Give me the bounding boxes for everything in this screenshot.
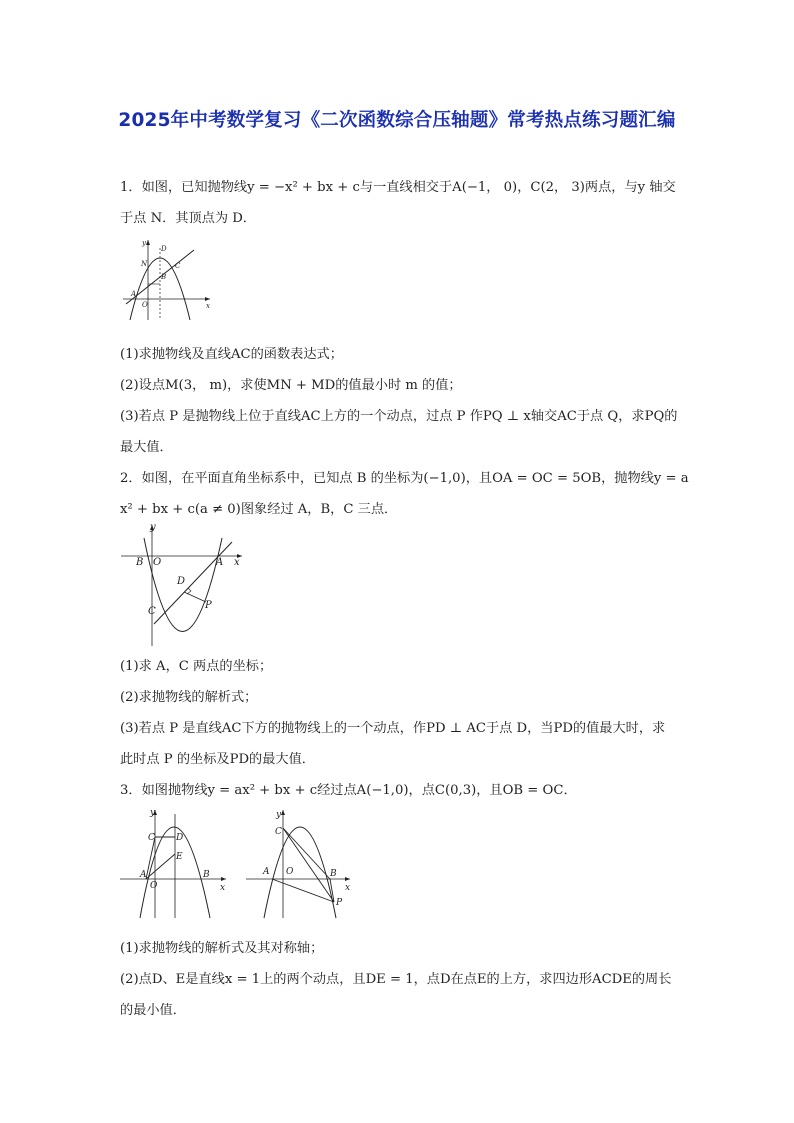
q2-figure (118, 520, 246, 648)
q1-fig-label-N: N (141, 260, 148, 268)
q3-fig1-label-O: O (150, 881, 158, 891)
q3-part2a: (2)点D、E是直线x = 1上的两个动点，且DE = 1，点D在点E的上方，求四边形ACDE的周长 (120, 972, 672, 987)
q3-fig2-label-y: y (276, 810, 282, 820)
q1-fig-label-x: x (206, 302, 210, 310)
q3-fig2-label-x: x (345, 883, 351, 893)
q1-fig-label-C: C (175, 262, 181, 270)
q3-fig1-label-D: D (176, 833, 184, 843)
q1-part2: (2)设点M(3， m)，求使MN + MD的值最小时 m 的值； (120, 378, 462, 393)
q2-fig-label-A: A (216, 557, 224, 568)
q3-figure-1 (118, 806, 230, 920)
q3-fig2-label-A: A (263, 867, 270, 877)
q3-fig1-label-A: A (140, 870, 147, 880)
q3-fig2-label-C: C (275, 827, 282, 837)
q1-fig-label-B: B (161, 273, 167, 281)
q1-fig-label-O: O (142, 301, 148, 309)
q3-line1: 3．如图抛物线y = ax² + bx + c经过点A(−1,0)，点C(0,3)，且OB = OC． (120, 783, 577, 798)
q2-fig-label-B: B (136, 557, 144, 568)
q2-line2: x² + bx + c(a ≠ 0)图象经过 A，B，C 三点． (120, 502, 398, 517)
q1-line2: 于点 N．其顶点为 D． (120, 211, 256, 226)
q2-fig-label-O: O (153, 557, 162, 568)
q2-fig-label-C: C (148, 606, 156, 617)
q3-fig1-label-y: y (150, 808, 156, 818)
q2-fig-label-D: D (177, 576, 186, 587)
q1-part1: (1)求抛物线及直线AC的函数表达式； (120, 347, 343, 362)
q2-part3b: 此时点 P 的坐标及PD的最大值． (120, 752, 315, 767)
q3-fig2-label-O: O (286, 867, 294, 877)
q2-fig-label-y: y (150, 522, 156, 533)
q3-fig1-label-E: E (176, 852, 183, 862)
q2-fig-label-P: P (205, 600, 212, 611)
q1-fig-label-y: y (142, 239, 146, 247)
q2-fig-label-x: x (234, 557, 240, 568)
q1-fig-label-D: D (161, 245, 167, 253)
q1-line1: 1．如图，已知抛物线y = −x² + bx + c与一直线相交于A(−1， 0)，C(2， 3)两点，与y 轴交 (120, 180, 676, 195)
q1-part3a: (3)若点 P 是抛物线上位于直线AC上方的一个动点，过点 P 作PQ ⊥ x轴交AC于点 Q，求PQ的 (120, 409, 678, 424)
q1-figure (118, 236, 213, 322)
q1-fig-label-A: A (131, 290, 137, 298)
q3-part2b: 的最小值． (120, 1003, 186, 1018)
q3-fig2-label-B: B (330, 869, 337, 879)
q3-figure-2 (242, 806, 354, 920)
q3-part1: (1)求抛物线的解析式及其对称轴； (120, 941, 324, 956)
q1-part3b: 最大值． (120, 440, 173, 455)
q3-fig1-label-x: x (220, 883, 226, 893)
q2-part1: (1)求 A，C 两点的坐标； (120, 659, 273, 674)
q3-fig2-label-P: P (336, 898, 343, 908)
q2-line1: 2．如图，在平面直角坐标系中，已知点 B 的坐标为(−1,0)，且OA = OC = 5OB，抛物线y = a (120, 471, 689, 486)
q3-fig1-label-C: C (148, 833, 155, 843)
q2-part2: (2)求抛物线的解析式； (120, 690, 258, 705)
page-title: 2025年中考数学复习《二次函数综合压轴题》常考热点练习题汇编 (118, 110, 676, 131)
q2-part3a: (3)若点 P 是直线AC下方的抛物线上的一个动点，作PD ⊥ AC于点 D，当PD的值最大时，求 (120, 721, 666, 736)
q3-fig1-label-B: B (203, 870, 210, 880)
